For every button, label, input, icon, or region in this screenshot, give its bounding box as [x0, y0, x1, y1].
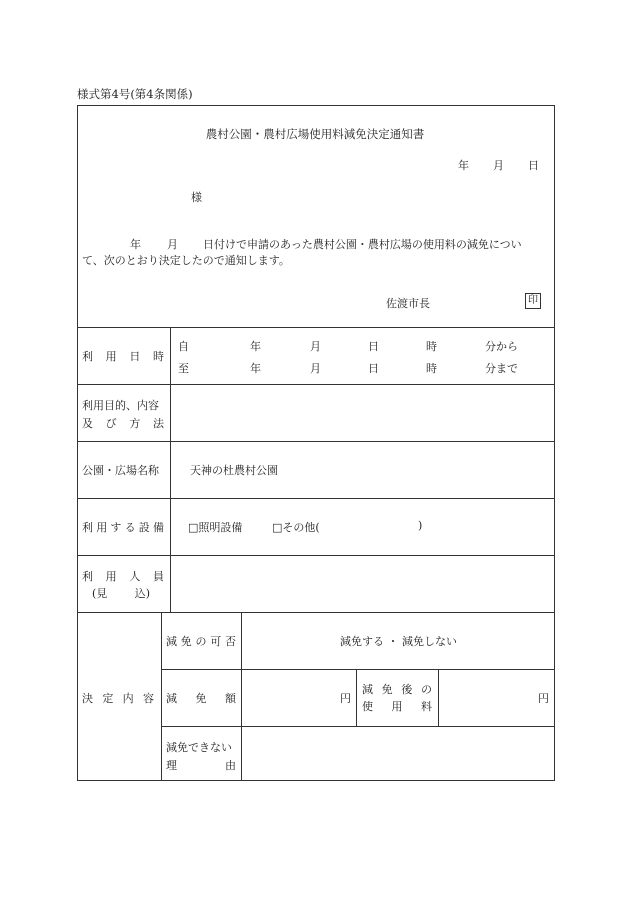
body-text-line1: 日付けで申請のあった農村公園・農村広場の使用料の減免につい	[203, 238, 522, 251]
from-year: 年	[250, 340, 261, 353]
column-divider	[161, 612, 162, 781]
fee-after-reduction-label-line2: 使 用 料	[362, 700, 432, 713]
notice-form-frame	[77, 105, 555, 781]
row-divider	[77, 327, 555, 328]
from-minute: 分から	[485, 340, 518, 353]
issuer-name: 佐渡市長	[386, 297, 430, 310]
addressee-suffix: 様	[191, 191, 202, 204]
column-divider	[170, 327, 171, 612]
reduction-amount-unit: 円	[340, 692, 351, 705]
row-divider	[77, 612, 555, 613]
park-name-label: 公園・広場名称	[82, 464, 159, 477]
row-divider	[77, 555, 555, 556]
approval-label: 減 免 の 可 否	[166, 635, 236, 648]
form-title: 農村公園・農村広場使用料減免決定通知書	[205, 127, 425, 141]
body-text-line2: て、次のとおり決定したので通知します。	[82, 254, 290, 267]
date-day-label: 日	[528, 159, 539, 172]
persons-label-line2: (見 込)	[92, 587, 150, 600]
fee-after-reduction-unit: 円	[538, 692, 549, 705]
date-month-label: 月	[493, 159, 504, 172]
row-divider	[77, 441, 555, 442]
equipment-option-other: □その他(	[272, 521, 320, 534]
body-month-label: 月	[167, 238, 178, 251]
seal-stamp: 印	[525, 293, 541, 309]
to-day: 日	[368, 362, 379, 375]
equipment-option-other-close: )	[418, 519, 423, 532]
from-marker: 自	[178, 340, 189, 353]
to-marker: 至	[178, 362, 189, 375]
purpose-label-line1: 利用目的、内容	[82, 399, 159, 412]
row-divider	[77, 498, 555, 499]
equipment-label: 利 用 す る 設 備	[82, 521, 164, 534]
to-minute: 分まで	[485, 362, 518, 375]
to-hour: 時	[426, 362, 437, 375]
approval-value: 減免する ・ 減免しない	[340, 635, 457, 648]
row-divider	[161, 726, 555, 727]
park-name-value: 天神の杜農村公園	[190, 464, 278, 477]
to-year: 年	[250, 362, 261, 375]
form-number-label: 様式第4号(第4条関係)	[77, 87, 193, 101]
period-label: 利 用 日 時	[82, 350, 164, 363]
equipment-option-lighting: □照明設備	[188, 521, 243, 534]
column-divider	[438, 669, 439, 726]
from-day: 日	[368, 340, 379, 353]
to-month: 月	[310, 362, 321, 375]
column-divider	[356, 669, 357, 726]
reduction-amount-label: 減 免 額	[166, 692, 236, 705]
from-month: 月	[310, 340, 321, 353]
persons-label-line1: 利 用 人 員	[82, 570, 164, 583]
purpose-label-line2: 及 び 方 法	[82, 417, 164, 430]
row-divider	[77, 384, 555, 385]
from-hour: 時	[426, 340, 437, 353]
reason-label-line1: 減免できない	[166, 741, 232, 754]
row-divider	[161, 669, 555, 670]
body-year-label: 年	[130, 238, 141, 251]
decision-label: 決 定 内 容	[82, 692, 154, 705]
date-year-label: 年	[458, 159, 469, 172]
fee-after-reduction-label-line1: 減 免 後 の	[362, 683, 432, 696]
reason-label-line2: 理 由	[166, 759, 236, 772]
